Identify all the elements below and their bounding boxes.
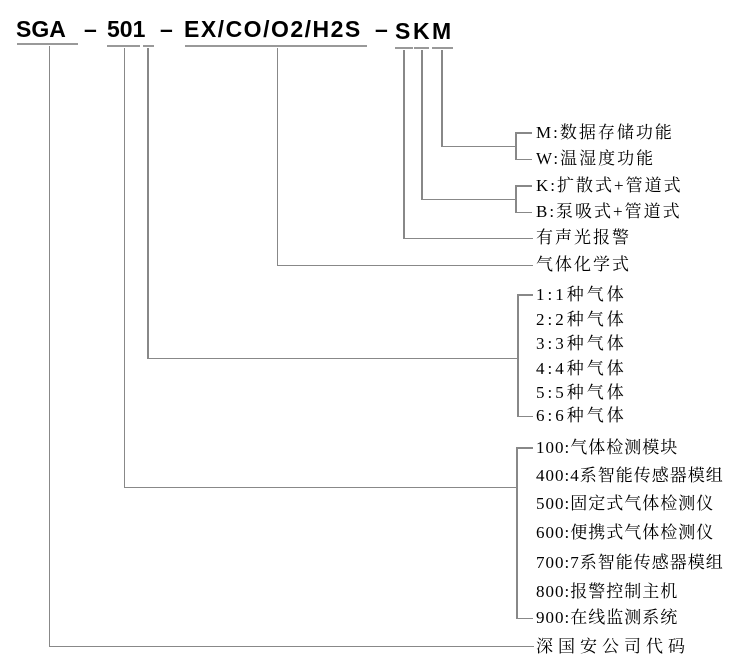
bracket-gascount-tick-bottom — [517, 416, 533, 418]
model-gas-list: EX/CO/O2/H2S — [184, 16, 362, 42]
leader-suffix-k-vertical — [421, 50, 423, 200]
underline-series-digit-1 — [143, 45, 154, 47]
underline-gases — [185, 45, 367, 47]
leader-suffix-s-horizontal — [403, 238, 533, 240]
bracket-series-vertical — [516, 447, 518, 618]
leader-gases-horizontal — [277, 265, 533, 267]
fork-kb-tick-top — [515, 185, 532, 187]
underline-company — [17, 43, 78, 45]
label-series-400: 400:4系智能传感器模组 — [536, 466, 724, 486]
label-gas-count-4: 4:4种气体 — [536, 358, 627, 378]
label-series-700: 700:7系智能传感器模组 — [536, 552, 724, 572]
leader-series-vertical — [124, 48, 126, 488]
label-w-option: W:温湿度功能 — [536, 148, 656, 168]
label-company-code: 深国安公司代码 — [536, 637, 690, 657]
label-series-600: 600:便携式气体检测仪 — [536, 522, 715, 542]
label-gas-count-3: 3:3种气体 — [536, 334, 627, 354]
label-series-100: 100:气体检测模块 — [536, 438, 679, 458]
label-gas-count-5: 5:5种气体 — [536, 383, 627, 403]
leader-series-horizontal — [124, 487, 517, 489]
label-series-500: 500:固定式气体检测仪 — [536, 494, 715, 514]
leader-company-horizontal — [49, 646, 534, 648]
underline-series-digit-50 — [107, 45, 140, 47]
leader-gascount-vertical — [147, 48, 149, 359]
leader-suffix-m-horizontal — [441, 146, 516, 148]
label-gas-count-6: 6:6种气体 — [536, 406, 627, 426]
model-dash-3: – — [375, 16, 388, 42]
underline-suffix-m — [432, 47, 453, 49]
label-gas-count-2: 2:2种气体 — [536, 309, 627, 329]
label-m-option: M:数据存储功能 — [536, 123, 674, 143]
fork-mw-tick-bottom — [515, 159, 532, 161]
fork-mw-vertical — [515, 132, 517, 160]
model-dash-2: – — [160, 16, 173, 42]
fork-mw-tick-top — [515, 132, 532, 134]
leader-gases-vertical — [277, 48, 279, 266]
leader-gascount-horizontal — [147, 358, 518, 360]
label-gas-count-1: 1:1种气体 — [536, 285, 627, 305]
leader-suffix-m-vertical — [441, 50, 443, 147]
bracket-gascount-vertical — [517, 294, 519, 416]
underline-suffix-s — [395, 47, 413, 49]
model-dash-1: – — [84, 16, 97, 42]
bracket-gascount-tick-top — [517, 294, 533, 296]
model-suffix-k: K — [413, 18, 430, 44]
label-b-option: B:泵吸式+管道式 — [536, 201, 682, 221]
label-series-800: 800:报警控制主机 — [536, 581, 679, 601]
leader-suffix-k-horizontal — [421, 199, 516, 201]
leader-company-vertical — [49, 46, 51, 647]
model-series-code: 501 — [107, 16, 146, 42]
label-k-option: K:扩散式+管道式 — [536, 176, 683, 196]
label-alarm: 有声光报警 — [536, 228, 631, 248]
fork-kb-tick-bottom — [515, 212, 532, 214]
model-company-code: SGA — [16, 16, 66, 42]
bracket-series-tick-top — [516, 447, 533, 449]
label-series-900: 900:在线监测系统 — [536, 608, 679, 628]
bracket-series-tick-bottom — [516, 618, 533, 620]
model-suffix-m: M — [432, 18, 452, 44]
underline-suffix-k — [414, 47, 429, 49]
model-suffix-s: S — [395, 18, 411, 44]
fork-kb-vertical — [515, 185, 517, 213]
label-chemical: 气体化学式 — [536, 255, 631, 275]
leader-suffix-s-vertical — [403, 50, 405, 239]
